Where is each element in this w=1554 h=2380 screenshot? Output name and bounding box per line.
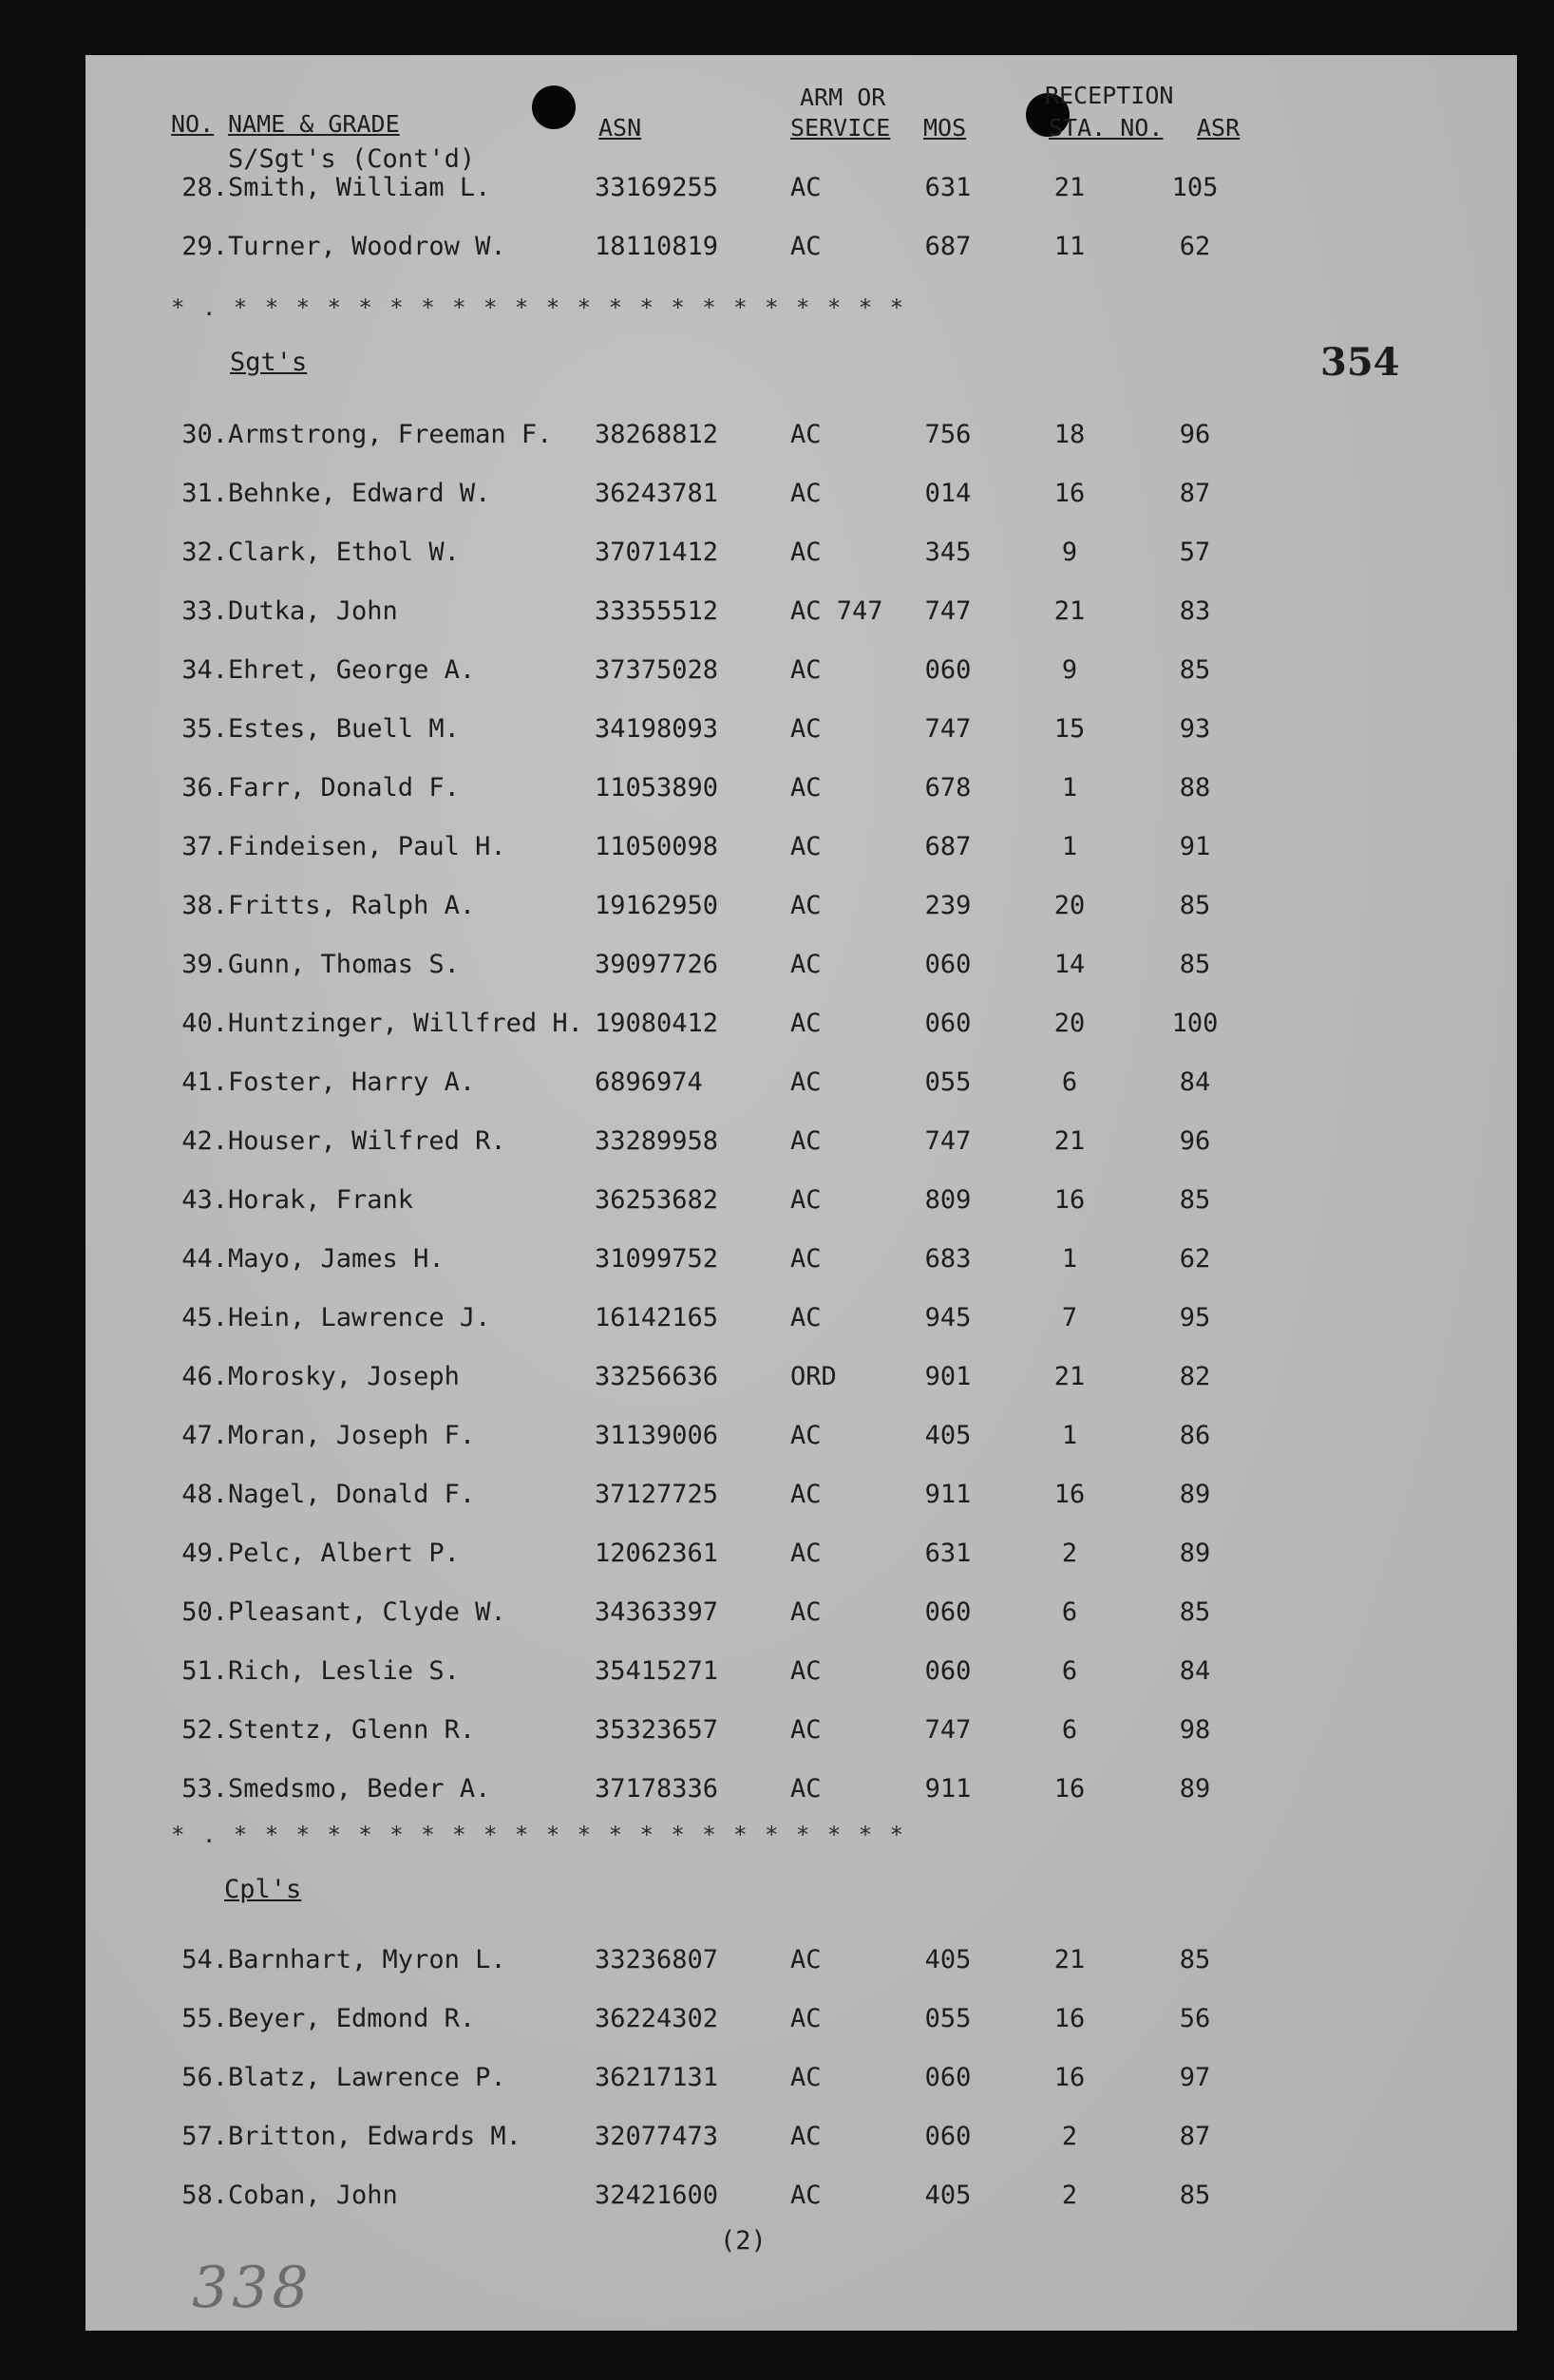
row-asn: 18110819	[595, 232, 719, 261]
row-asn: 11050098	[595, 832, 719, 861]
row-name-grade: Morosky, Joseph	[228, 1362, 460, 1391]
row-name-grade: Gunn, Thomas S.	[228, 950, 460, 979]
row-number: 39.	[181, 950, 228, 979]
row-asn: 36253682	[595, 1185, 719, 1215]
row-reception-station: 11	[1053, 232, 1086, 261]
row-asn: 35415271	[595, 1656, 719, 1686]
row-asr: 100	[1171, 1009, 1219, 1038]
row-mos: 687	[924, 232, 972, 261]
header-name-grade: NAME & GRADE	[228, 110, 400, 138]
row-arm-service: AC	[790, 1244, 822, 1274]
row-asr: 57	[1179, 538, 1211, 567]
row-number: 41.	[181, 1067, 228, 1097]
row-mos: 945	[924, 1303, 972, 1332]
row-number: 52.	[181, 1715, 228, 1745]
row-reception-station: 6	[1061, 1656, 1078, 1686]
row-mos: 060	[924, 1009, 972, 1038]
row-mos: 060	[924, 950, 972, 979]
row-asn: 37375028	[595, 655, 719, 685]
row-name-grade: Smith, William L.	[228, 173, 491, 202]
row-arm-service: AC	[790, 2063, 822, 2092]
row-asr: 85	[1179, 2181, 1211, 2210]
row-mos: 060	[924, 655, 972, 685]
row-asn: 39097726	[595, 950, 719, 979]
row-asr: 96	[1179, 1126, 1211, 1156]
row-number: 28.	[181, 173, 228, 202]
row-name-grade: Blatz, Lawrence P.	[228, 2063, 506, 2092]
row-mos: 405	[924, 2181, 972, 2210]
row-asn: 12062361	[595, 1539, 719, 1568]
row-number: 43.	[181, 1185, 228, 1215]
row-number: 35.	[181, 714, 228, 744]
row-number: 30.	[181, 420, 228, 449]
row-number: 49.	[181, 1539, 228, 1568]
row-name-grade: Barnhart, Myron L.	[228, 1945, 506, 1974]
row-asn: 36224302	[595, 2004, 719, 2033]
row-asn: 16142165	[595, 1303, 719, 1332]
row-mos: 678	[924, 773, 972, 803]
row-number: 57.	[181, 2122, 228, 2151]
row-asn: 31139006	[595, 1421, 719, 1450]
row-name-grade: Britton, Edwards M.	[228, 2122, 521, 2151]
row-asn: 37178336	[595, 1774, 719, 1804]
row-reception-station: 16	[1053, 1480, 1086, 1509]
row-mos: 747	[924, 1715, 972, 1745]
row-mos: 809	[924, 1185, 972, 1215]
header-arm-line1: ARM OR	[800, 84, 886, 111]
row-mos: 060	[924, 2063, 972, 2092]
row-asr: 56	[1179, 2004, 1211, 2033]
row-arm-service: AC	[790, 420, 822, 449]
row-reception-station: 1	[1061, 1244, 1078, 1274]
row-asr: 97	[1179, 2063, 1211, 2092]
row-reception-station: 1	[1061, 773, 1078, 803]
row-name-grade: Foster, Harry A.	[228, 1067, 476, 1097]
row-mos: 239	[924, 891, 972, 920]
row-asn: 35323657	[595, 1715, 719, 1745]
row-reception-station: 20	[1053, 891, 1086, 920]
row-number: 47.	[181, 1421, 228, 1450]
row-asr: 85	[1179, 655, 1211, 685]
row-asr: 84	[1179, 1067, 1211, 1097]
row-asn: 36217131	[595, 2063, 719, 2092]
row-number: 44.	[181, 1244, 228, 1274]
row-asr: 84	[1179, 1656, 1211, 1686]
row-arm-service: AC 747	[790, 596, 883, 626]
row-reception-station: 1	[1061, 832, 1078, 861]
row-reception-station: 16	[1053, 2004, 1086, 2033]
row-name-grade: Coban, John	[228, 2181, 398, 2210]
row-name-grade: Estes, Buell M.	[228, 714, 460, 744]
row-reception-station: 21	[1053, 1945, 1086, 1974]
row-arm-service: AC	[790, 2181, 822, 2210]
row-name-grade: Rich, Leslie S.	[228, 1656, 460, 1686]
section-title: Sgt's	[230, 348, 308, 377]
row-arm-service: AC	[790, 714, 822, 744]
row-arm-service: AC	[790, 173, 822, 202]
row-name-grade: Hein, Lawrence J.	[228, 1303, 491, 1332]
row-reception-station: 6	[1061, 1067, 1078, 1097]
row-mos: 405	[924, 1421, 972, 1450]
row-asr: 85	[1179, 1185, 1211, 1215]
header-no: NO.	[171, 110, 215, 138]
row-arm-service: AC	[790, 232, 822, 261]
row-number: 56.	[181, 2063, 228, 2092]
row-reception-station: 1	[1061, 1421, 1078, 1450]
row-arm-service: AC	[790, 832, 822, 861]
row-asn: 31099752	[595, 1244, 719, 1274]
row-number: 55.	[181, 2004, 228, 2033]
row-mos: 747	[924, 1126, 972, 1156]
row-asn: 19080412	[595, 1009, 719, 1038]
row-asn: 36243781	[595, 479, 719, 508]
row-asr: 96	[1179, 420, 1211, 449]
row-mos: 687	[924, 832, 972, 861]
row-number: 53.	[181, 1774, 228, 1804]
row-reception-station: 21	[1053, 596, 1086, 626]
row-name-grade: Stentz, Glenn R.	[228, 1715, 476, 1745]
row-mos: 683	[924, 1244, 972, 1274]
row-reception-station: 18	[1053, 420, 1086, 449]
row-arm-service: AC	[790, 1774, 822, 1804]
row-name-grade: Findeisen, Paul H.	[228, 832, 506, 861]
row-arm-service: AC	[790, 1067, 822, 1097]
row-asr: 83	[1179, 596, 1211, 626]
row-asr: 89	[1179, 1774, 1211, 1804]
row-arm-service: AC	[790, 1597, 822, 1627]
row-arm-service: AC	[790, 1126, 822, 1156]
row-asr: 85	[1179, 950, 1211, 979]
row-number: 32.	[181, 538, 228, 567]
row-mos: 014	[924, 479, 972, 508]
row-number: 45.	[181, 1303, 228, 1332]
row-number: 31.	[181, 479, 228, 508]
row-name-grade: Fritts, Ralph A.	[228, 891, 476, 920]
row-asr: 85	[1179, 891, 1211, 920]
header-mos: MOS	[923, 114, 967, 142]
row-asn: 38268812	[595, 420, 719, 449]
row-asn: 37127725	[595, 1480, 719, 1509]
roster-table	[85, 55, 1517, 2331]
row-reception-station: 16	[1053, 1774, 1086, 1804]
row-asr: 105	[1171, 173, 1219, 202]
row-asr: 88	[1179, 773, 1211, 803]
section-separator: * . * * * * * * * * * * * * * * * * * * * * * *	[171, 1822, 906, 1848]
row-number: 29.	[181, 232, 228, 261]
header-asn: ASN	[598, 114, 642, 142]
row-name-grade: Houser, Wilfred R.	[228, 1126, 506, 1156]
row-number: 36.	[181, 773, 228, 803]
row-reception-station: 21	[1053, 1126, 1086, 1156]
row-arm-service: AC	[790, 1185, 822, 1215]
row-asn: 11053890	[595, 773, 719, 803]
row-number: 40.	[181, 1009, 228, 1038]
row-arm-service: AC	[790, 1715, 822, 1745]
row-arm-service: AC	[790, 773, 822, 803]
row-number: 37.	[181, 832, 228, 861]
row-reception-station: 6	[1061, 1597, 1078, 1627]
row-asr: 62	[1179, 1244, 1211, 1274]
row-number: 42.	[181, 1126, 228, 1156]
row-asn: 34198093	[595, 714, 719, 744]
row-arm-service: AC	[790, 538, 822, 567]
row-name-grade: Behnke, Edward W.	[228, 479, 491, 508]
row-reception-station: 6	[1061, 1715, 1078, 1745]
row-asr: 87	[1179, 479, 1211, 508]
row-mos: 747	[924, 596, 972, 626]
row-arm-service: AC	[790, 1303, 822, 1332]
document-page	[85, 55, 1517, 2331]
row-mos: 631	[924, 1539, 972, 1568]
row-name-grade: Smedsmo, Beder A.	[228, 1774, 491, 1804]
row-asr: 93	[1179, 714, 1211, 744]
row-name-grade: Pleasant, Clyde W.	[228, 1597, 506, 1627]
row-name-grade: Clark, Ethol W.	[228, 538, 460, 567]
footer-page-number: (2)	[720, 2226, 767, 2256]
row-name-grade: Turner, Woodrow W.	[228, 232, 506, 261]
row-reception-station: 20	[1053, 1009, 1086, 1038]
row-arm-service: AC	[790, 479, 822, 508]
header-reception: RECEPTION	[1045, 82, 1174, 109]
row-reception-station: 14	[1053, 950, 1086, 979]
row-asn: 32421600	[595, 2181, 719, 2210]
row-name-grade: Mayo, James H.	[228, 1244, 445, 1274]
row-number: 38.	[181, 891, 228, 920]
row-arm-service: AC	[790, 1656, 822, 1686]
row-name-grade: Moran, Joseph F.	[228, 1421, 476, 1450]
row-arm-service: AC	[790, 655, 822, 685]
row-arm-service: AC	[790, 1009, 822, 1038]
row-asr: 62	[1179, 232, 1211, 261]
page-number-stamp: 354	[1320, 340, 1400, 385]
row-mos: 345	[924, 538, 972, 567]
row-reception-station: 2	[1061, 1539, 1078, 1568]
row-number: 48.	[181, 1480, 228, 1509]
row-arm-service: AC	[790, 2004, 822, 2033]
row-asr: 98	[1179, 1715, 1211, 1745]
row-name-grade: Nagel, Donald F.	[228, 1480, 476, 1509]
row-asr: 95	[1179, 1303, 1211, 1332]
row-mos: 405	[924, 1945, 972, 1974]
row-name-grade: Beyer, Edmond R.	[228, 2004, 476, 2033]
row-reception-station: 9	[1061, 655, 1078, 685]
row-asr: 91	[1179, 832, 1211, 861]
row-reception-station: 16	[1053, 479, 1086, 508]
row-asr: 89	[1179, 1480, 1211, 1509]
row-reception-station: 7	[1061, 1303, 1078, 1332]
header-arm-line2: SERVICE	[790, 114, 891, 142]
row-number: 33.	[181, 596, 228, 626]
row-mos: 901	[924, 1362, 972, 1391]
row-name-grade: Horak, Frank	[228, 1185, 414, 1215]
row-asr: 85	[1179, 1945, 1211, 1974]
row-reception-station: 9	[1061, 538, 1078, 567]
row-mos: 747	[924, 714, 972, 744]
row-arm-service: AC	[790, 2122, 822, 2151]
header-asr: ASR	[1197, 114, 1241, 142]
row-number: 58.	[181, 2181, 228, 2210]
row-number: 54.	[181, 1945, 228, 1974]
margin-handwriting: 338	[192, 2255, 313, 2321]
row-mos: 631	[924, 173, 972, 202]
row-reception-station: 21	[1053, 1362, 1086, 1391]
row-arm-service: AC	[790, 891, 822, 920]
row-name-grade: Pelc, Albert P.	[228, 1539, 460, 1568]
row-mos: 055	[924, 2004, 972, 2033]
row-asn: 33256636	[595, 1362, 719, 1391]
row-arm-service: AC	[790, 1945, 822, 1974]
row-mos: 060	[924, 1656, 972, 1686]
row-asr: 87	[1179, 2122, 1211, 2151]
row-arm-service: AC	[790, 1421, 822, 1450]
row-name-grade: Armstrong, Freeman F.	[228, 420, 553, 449]
row-mos: 911	[924, 1480, 972, 1509]
row-reception-station: 16	[1053, 1185, 1086, 1215]
row-asn: 19162950	[595, 891, 719, 920]
row-asn: 32077473	[595, 2122, 719, 2151]
row-number: 51.	[181, 1656, 228, 1686]
row-reception-station: 2	[1061, 2122, 1078, 2151]
row-reception-station: 2	[1061, 2181, 1078, 2210]
section-title: S/Sgt's (Cont'd)	[228, 144, 476, 174]
row-mos: 055	[924, 1067, 972, 1097]
row-asn: 33169255	[595, 173, 719, 202]
row-mos: 060	[924, 2122, 972, 2151]
row-asr: 86	[1179, 1421, 1211, 1450]
row-asr: 89	[1179, 1539, 1211, 1568]
row-arm-service: ORD	[790, 1362, 837, 1391]
row-asr: 85	[1179, 1597, 1211, 1627]
section-title: Cpl's	[224, 1875, 302, 1904]
row-asn: 6896974	[595, 1067, 703, 1097]
row-arm-service: AC	[790, 1480, 822, 1509]
row-number: 46.	[181, 1362, 228, 1391]
row-arm-service: AC	[790, 1539, 822, 1568]
row-name-grade: Huntzinger, Willfred H.	[228, 1009, 583, 1038]
header-sta-no: STA. NO.	[1049, 114, 1164, 142]
row-asn: 33355512	[595, 596, 719, 626]
row-number: 50.	[181, 1597, 228, 1627]
row-name-grade: Dutka, John	[228, 596, 398, 626]
row-asn: 37071412	[595, 538, 719, 567]
row-asr: 82	[1179, 1362, 1211, 1391]
row-asn: 33289958	[595, 1126, 719, 1156]
row-mos: 060	[924, 1597, 972, 1627]
row-name-grade: Ehret, George A.	[228, 655, 476, 685]
row-asn: 34363397	[595, 1597, 719, 1627]
section-separator: * . * * * * * * * * * * * * * * * * * * * * * *	[171, 294, 906, 321]
row-arm-service: AC	[790, 950, 822, 979]
row-reception-station: 15	[1053, 714, 1086, 744]
row-number: 34.	[181, 655, 228, 685]
row-name-grade: Farr, Donald F.	[228, 773, 460, 803]
row-mos: 756	[924, 420, 972, 449]
row-asn: 33236807	[595, 1945, 719, 1974]
row-reception-station: 21	[1053, 173, 1086, 202]
row-reception-station: 16	[1053, 2063, 1086, 2092]
row-mos: 911	[924, 1774, 972, 1804]
